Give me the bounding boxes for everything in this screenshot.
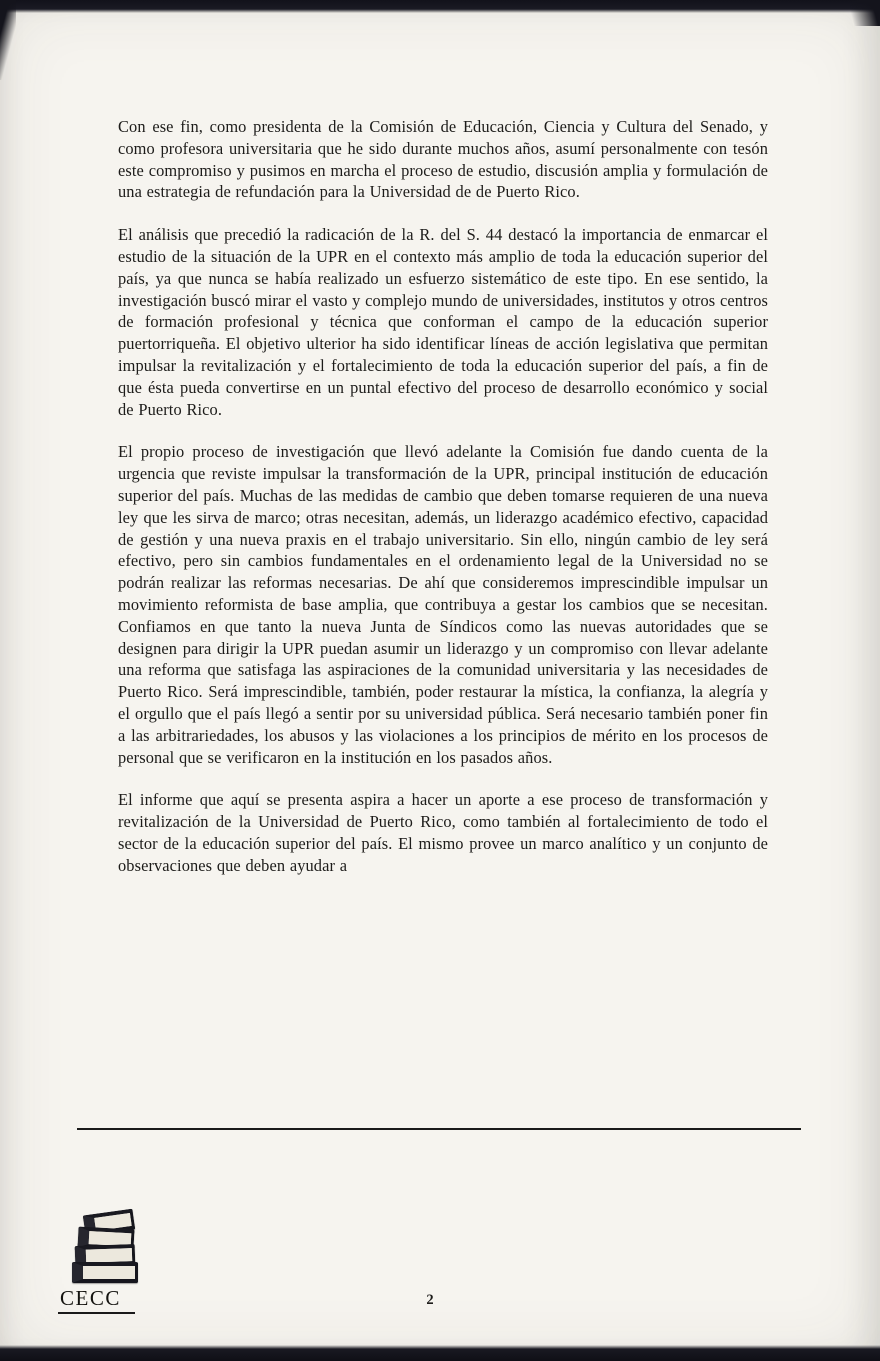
- footer-rule: [77, 1128, 801, 1130]
- paragraph: El análisis que precedió la radicación de la R. del S. 44 destacó la importancia de enmarcar el estudio de la situación de la UPR en el contexto más amplio de toda la educación superior del país, ya que nunca se había realizado un esfuerzo sistemático de este tipo. En ese sentido, la investigación buscó mirar el vasto y complejo mundo de universidades, institutos y otros centros de formación profesional y técnica que conforman el campo de la educación superior puertorriqueña. El objetivo ulterior ha sido identificar líneas de acción legislativa que permitan impulsar la revitalización y el fortalecimiento de toda la educación superior del país, a fin de que ésta pueda convertirse en un puntal efectivo del proceso de desarrollo económico y social de Puerto Rico.: [118, 225, 768, 419]
- scan-corner-left: [0, 0, 16, 80]
- paragraph: Con ese fin, como presidenta de la Comisión de Educación, Ciencia y Cultura del Senado, y como profesora universitaria que he sido durante muchos años, asumí personalmente con tesón este compromiso y pusimos en marcha el proceso de estudio, discusión amplia y formulación de una estrategia de refundación para la Universidad de de Puerto Rico.: [118, 117, 768, 202]
- scan-edge-bottom: [0, 1345, 880, 1361]
- scan-corner-right: [840, 0, 880, 26]
- page-number: 2: [426, 1292, 434, 1308]
- paragraph: El informe que aquí se presenta aspira a hacer un aporte a ese proceso de transformación y revitalización de la Universidad de Puerto Rico, como también al fortalecimiento de todo el sector de la educación superior del país. El mismo provee un marco analítico y un conjunto de observaciones que deben ayudar a: [118, 790, 768, 875]
- paragraph: El propio proceso de investigación que llevó adelante la Comisión fue dando cuenta de la urgencia que reviste impulsar la transformación de la UPR, principal institución de educación superior del país. Muchas de las medidas de cambio que deben tomarse requieren de una nueva ley que les sirva de marco; otras necesitan, además, un liderazgo académico efectivo, capacidad de gestión y una nueva praxis en el trabajo universitario. Sin ello, ningún cambio de ley será efectivo, pero sin cambios fundamentales en el ordenamiento legal de la Universidad no se podrán realizar las reformas necesarias. De ahí que consideremos imprescindible impulsar un movimiento reformista de base amplia, que contribuya a gestar los cambios que se necesitan. Confiamos en que tanto la nueva Junta de Síndicos como las nuevas autoridades que se designen para dirigir la UPR puedan asumir un liderazgo y un compromiso con llevar adelante una reforma que satisfaga las aspiraciones de la comunidad universitaria y las necesidades de Puerto Rico. Será imprescindible, también, poder restaurar la mística, la confianza, la alegría y el orgullo que el país llegó a sentir por su universidad pública. Será necesario también poner fin a las arbitrariedades, los abusos y las violaciones a los principios de mérito en los procesos de personal que se verificaron en la institución en los pasados años.: [118, 442, 768, 767]
- text-block: [118, 116, 768, 898]
- scan-edge-top: [0, 0, 880, 13]
- book-shape: [72, 1262, 138, 1283]
- cecc-label: CECC: [58, 1286, 135, 1314]
- books-icon: [70, 1208, 154, 1284]
